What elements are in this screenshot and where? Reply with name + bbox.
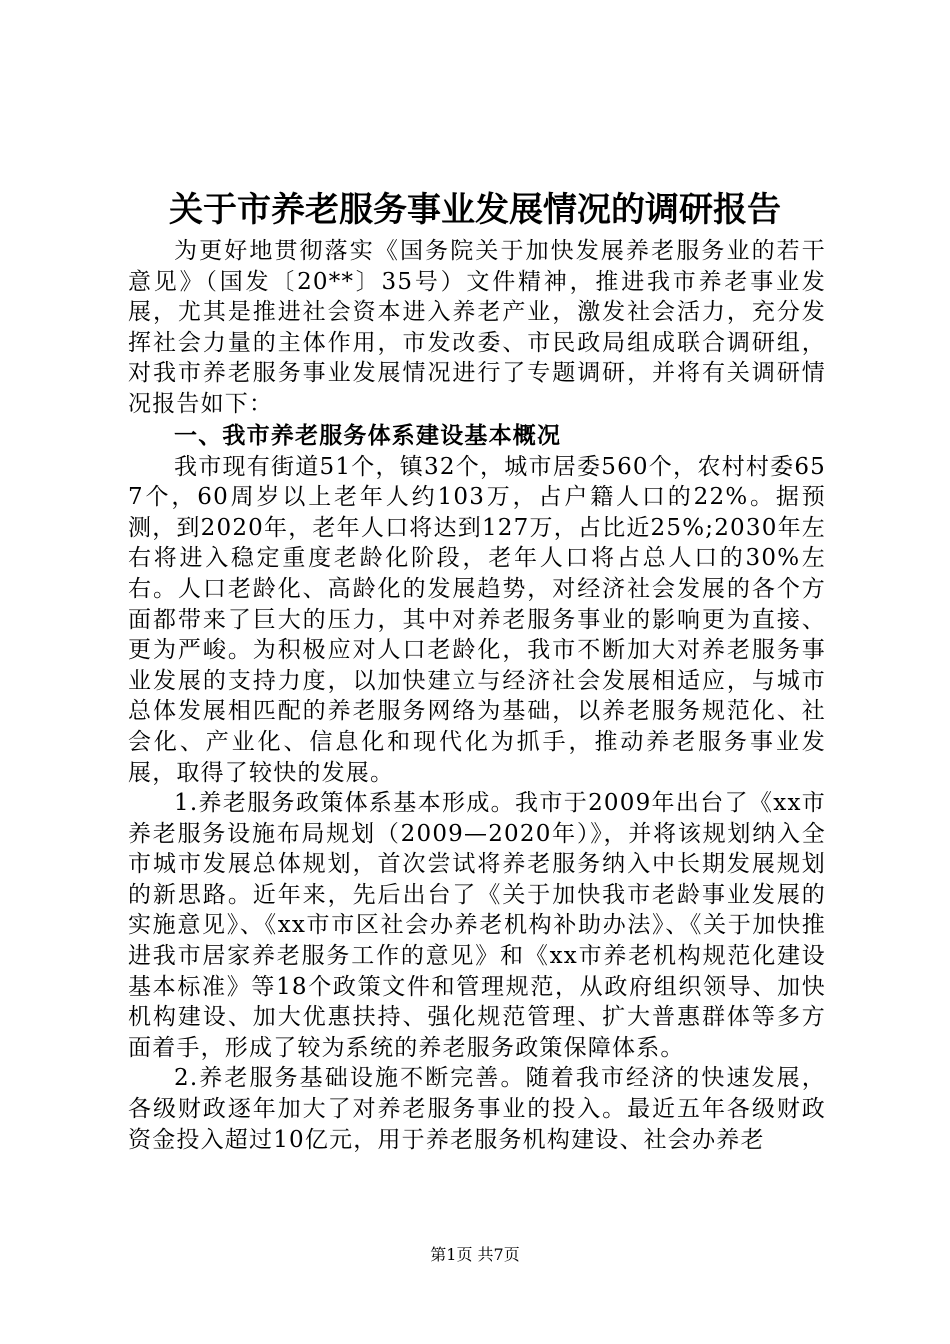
point-2-paragraph: 2.养老服务基础设施不断完善。随着我市经济的快速发展，各级财政逐年加大了对养老服务事业的投入。最近五年各级财政资金投入超过10亿元，用于养老服务机构建设、社会办养老	[128, 1065, 826, 1153]
section-heading-1: 一、我市养老服务体系建设基本概况	[174, 421, 562, 449]
point-1-paragraph: 1.养老服务政策体系基本形成。我市于2009年出台了《xx市养老服务设施布局规划（2009—2020年）》，并将该规划纳入全市城市发展总体规划，首次尝试将养老服务纳入中长期发展规划的新思路。近年来，先后出台了《关于加快我市老龄事业发展的实施意见》、《xx市市区社会办养老机构补助办法》、《关于加快推进我市居家养老服务工作的意见》和《xx市养老机构规范化建设基本标准》等18个政策文件和管理规范，从政府组织领导、加快机构建设、加大优惠扶持、强化规范管理、扩大普惠群体等多方面着手，形成了较为系统的养老服务政策保障体系。	[128, 790, 826, 1061]
document-title: 关于市养老服务事业发展情况的调研报告	[169, 190, 781, 230]
section-1-paragraph: 我市现有街道51个，镇32个，城市居委560个，农村村委657个，60周岁以上老年人约103万，占户籍人口的22%。据预测，到2020年，老年人口将达到127万，占比近25%;2030年左右将进入稳定重度老龄化阶段，老年人口将占总人口的30%左右。人口老龄化、高龄化的发展趋势，对经济社会发展的各个方面都带来了巨大的压力，其中对养老服务事业的影响更为直接、更为严峻。为积极应对人口老龄化，我市不断加大对养老服务事业发展的支持力度，以加快建立与经济社会发展相适应，与城市总体发展相匹配的养老服务网络为基础，以养老服务规范化、社会化、产业化、信息化和现代化为抓手，推动养老服务事业发展，取得了较快的发展。	[128, 453, 826, 786]
document-body	[128, 236, 826, 1155]
page-footer: 第1页 共7页	[430, 1245, 520, 1264]
intro-paragraph: 为更好地贯彻落实《国务院关于加快发展养老服务业的若干意见》（国发〔20**〕35号）文件精神，推进我市养老事业发展，尤其是推进社会资本进入养老产业，激发社会活力，充分发挥社会力量的主体作用，市发改委、市民政局组成联合调研组，对我市养老服务事业发展情况进行了专题调研，并将有关调研情况报告如下：	[128, 238, 826, 417]
